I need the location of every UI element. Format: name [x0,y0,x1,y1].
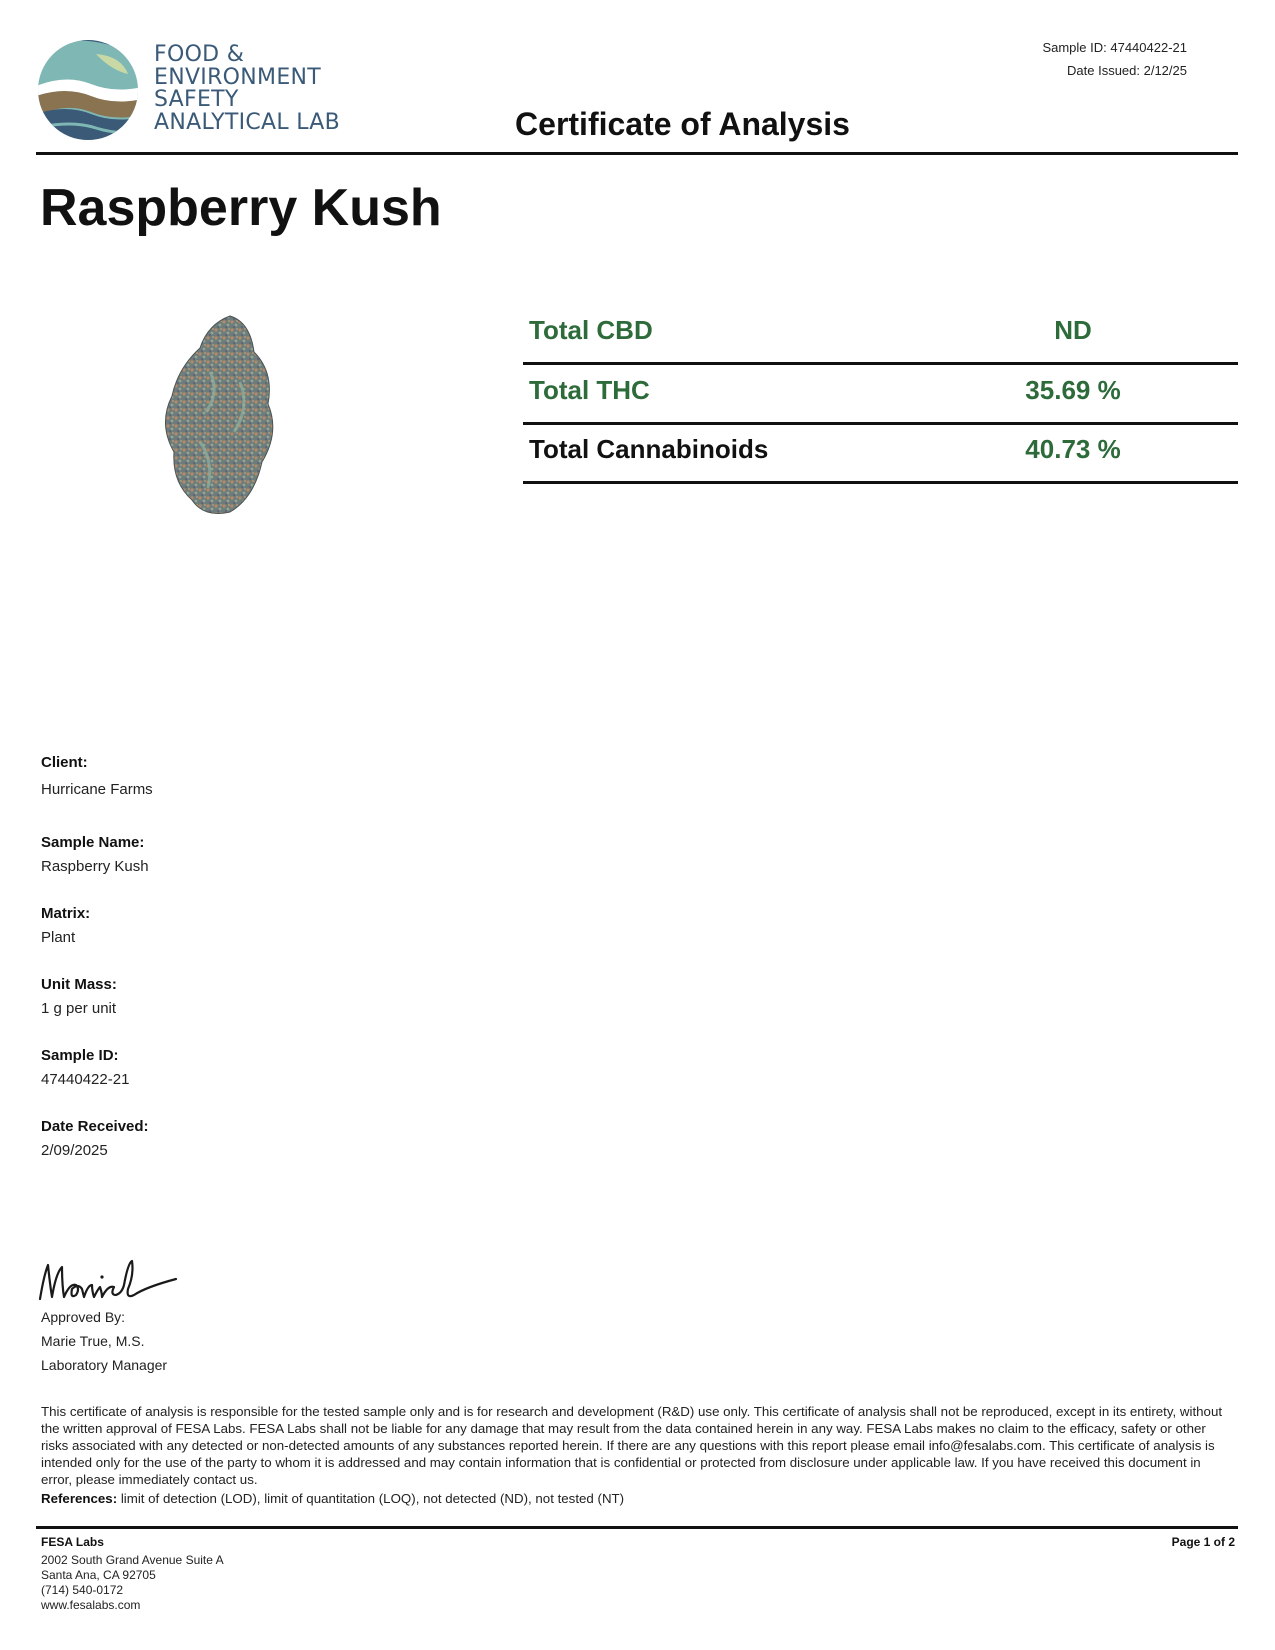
product-image [150,312,300,522]
summary-divider [523,481,1238,484]
date-received-value: 2/09/2025 [41,1142,108,1159]
summary-label: Total CBD [529,315,653,345]
approved-by-label: Approved By: [41,1309,126,1325]
summary-label: Total THC [529,375,650,405]
matrix-label: Matrix: [41,905,91,922]
summary-value: 40.73 % [1025,434,1121,464]
footer-address-line2: Santa Ana, CA 92705 [41,1568,156,1582]
summary-row-total-cbd [523,305,1238,365]
summary-row-total-thc [523,365,1238,425]
approver-role: Laboratory Manager [41,1357,168,1373]
signature [36,1255,196,1307]
matrix-value: Plant [41,929,76,946]
unit-mass-label: Unit Mass: [41,976,117,993]
footer-divider [36,1526,1238,1529]
header-sample-id: Sample ID: 47440422-21 [1042,40,1187,55]
footer-website[interactable]: www.fesalabs.com [41,1598,141,1612]
summary-label: Total Cannabinoids [529,434,769,464]
logo-line: FOOD & [154,42,245,67]
date-received-label: Date Received: [41,1118,149,1135]
document-title: Certificate of Analysis [515,106,850,142]
page-number: Page 1 of 2 [1171,1535,1235,1549]
sample-id-value: 47440422-21 [41,1071,130,1088]
product-name: Raspberry Kush [40,179,442,237]
unit-mass-value: 1 g per unit [41,1000,117,1017]
logo-line: ANALYTICAL LAB [154,109,341,135]
header-divider [36,152,1238,155]
references-label: References: [41,1491,118,1506]
header-date-issued: Date Issued: 2/12/25 [1067,63,1187,78]
footer-phone: (714) 540-0172 [41,1583,124,1597]
references-text: limit of detection (LOD), limit of quantitation (LOQ), not detected (ND), not tested (NT) [117,1491,625,1506]
client-label: Client: [41,754,88,771]
sample-name-label: Sample Name: [41,834,145,851]
client-value: Hurricane Farms [41,781,153,798]
references [41,1491,624,1506]
footer-lab-name: FESA Labs [41,1535,104,1549]
sample-name-value: Raspberry Kush [41,858,149,875]
summary-row-total-cannabinoids [523,424,1238,484]
summary-value: 35.69 % [1025,375,1121,405]
logo-line: SAFETY [154,87,239,112]
summary-value: ND [1054,315,1092,345]
approver-name: Marie True, M.S. [41,1333,145,1349]
footer-address-line1: 2002 South Grand Avenue Suite A [41,1553,224,1567]
sample-id-label: Sample ID: [41,1047,119,1064]
disclaimer-text: This certificate of analysis is responsible for the tested sample only and is for research and development (R&D) use only. This certificate of analysis shall not be reproduced, except in its entirety, without the written approval of FESA Labs. FESA Labs shall not be liable for any damage that may result from the data contained herein in any way. FESA Labs makes no claim to the efficacy, safety or other risks associated with any detected or non-detected amounts of any substances reported herein. If there are any questions with this report please email info@fesalabs.com. This certificate of analysis is intended only for the use of the party to whom it is addressed and may contain information that is confidential or protected from disclosure under applicable law. If you have received this document in error, please immediately contact us. [41,1404,1223,1487]
logo-line: ENVIRONMENT [154,64,322,90]
